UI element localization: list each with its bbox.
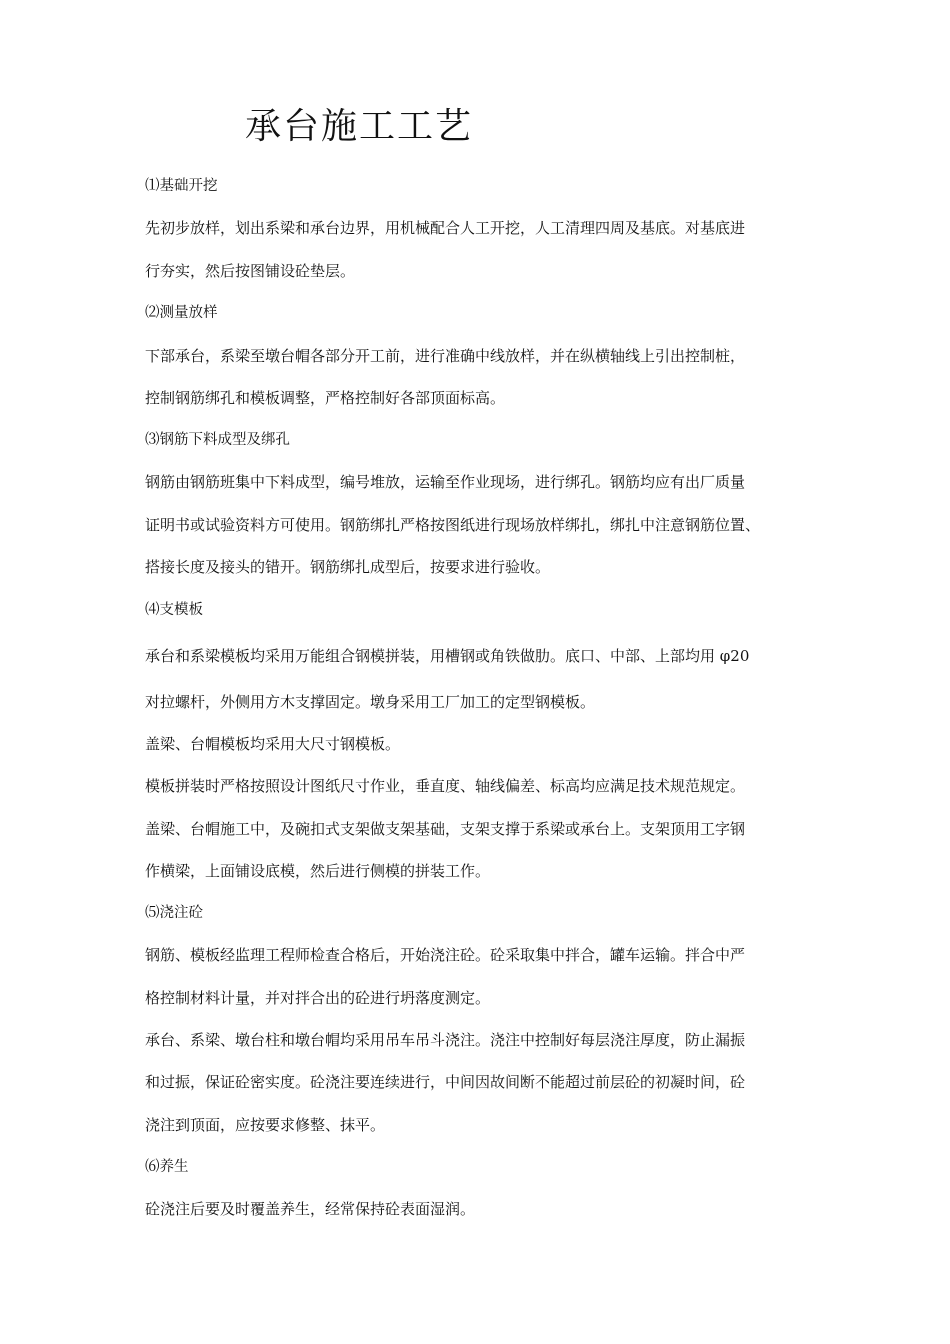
paragraph-line: 搭接长度及接头的错开。钢筋绑扎成型后，按要求进行验收。 xyxy=(145,558,551,576)
paragraph-line: 和过振，保证砼密实度。砼浇注要连续进行，中间因故间断不能超过前层砼的初凝时间，砼 xyxy=(145,1073,746,1091)
paragraph-line: 控制钢筋绑孔和模板调整，严格控制好各部顶面标高。 xyxy=(145,389,506,407)
paragraph-line: 盖梁、台帽模板均采用大尺寸钢模板。 xyxy=(145,735,401,753)
paragraph-line: 格控制材料计量，并对拌合出的砼进行坍落度测定。 xyxy=(145,989,491,1007)
section-heading-survey: ⑵测量放样 xyxy=(145,305,218,321)
paragraph-line: 行夯实，然后按图铺设砼垫层。 xyxy=(145,262,356,280)
paragraph-line: 承台和系梁模板均采用万能组合钢模拼装，用槽钢或角铁做肋。底口、中部、上部均用 φ20 xyxy=(145,647,750,665)
paragraph-line: 对拉螺杆，外侧用方木支撑固定。墩身采用工厂加工的定型钢模板。 xyxy=(145,693,596,711)
section-heading-rebar: ⑶钢筋下料成型及绑孔 xyxy=(145,432,290,448)
section-heading-excavation: ⑴基础开挖 xyxy=(145,178,218,194)
paragraph-line: 钢筋、模板经监理工程师检查合格后，开始浇注砼。砼采取集中拌合，罐车运输。拌合中严 xyxy=(145,946,746,964)
paragraph-line: 浇注到顶面，应按要求修整、抹平。 xyxy=(145,1116,386,1134)
paragraph-line: 证明书或试验资料方可使用。钢筋绑扎严格按图纸进行现场放样绑扎，绑扎中注意钢筋位置、 xyxy=(145,516,761,534)
paragraph-line: 盖梁、台帽施工中，及碗扣式支架做支架基础，支架支撑于系梁或承台上。支架顶用工字钢 xyxy=(145,820,746,838)
section-heading-formwork: ⑷支模板 xyxy=(145,602,203,618)
section-heading-curing: ⑹养生 xyxy=(145,1159,189,1175)
paragraph-line: 下部承台，系梁至墩台帽各部分开工前，进行准确中线放样，并在纵横轴线上引出控制桩， xyxy=(145,347,746,365)
paragraph-line: 作横梁，上面铺设底模，然后进行侧模的拼装工作。 xyxy=(145,862,491,880)
paragraph-line: 模板拼装时严格按照设计图纸尺寸作业，垂直度、轴线偏差、标高均应满足技术规范规定。 xyxy=(145,777,746,795)
paragraph-line: 砼浇注后要及时覆盖养生，经常保持砼表面湿润。 xyxy=(145,1200,476,1218)
paragraph-line: 钢筋由钢筋班集中下料成型，编号堆放，运输至作业现场，进行绑孔。钢筋均应有出厂质量 xyxy=(145,473,746,491)
section-heading-concrete-pouring: ⑸浇注砼 xyxy=(145,905,203,921)
paragraph-line: 承台、系梁、墩台柱和墩台帽均采用吊车吊斗浇注。浇注中控制好每层浇注厚度，防止漏振 xyxy=(145,1031,746,1049)
document-title: 承台施工工艺 xyxy=(245,106,474,147)
paragraph-line: 先初步放样，划出系梁和承台边界，用机械配合人工开挖，人工清理四周及基底。对基底进 xyxy=(145,219,746,237)
